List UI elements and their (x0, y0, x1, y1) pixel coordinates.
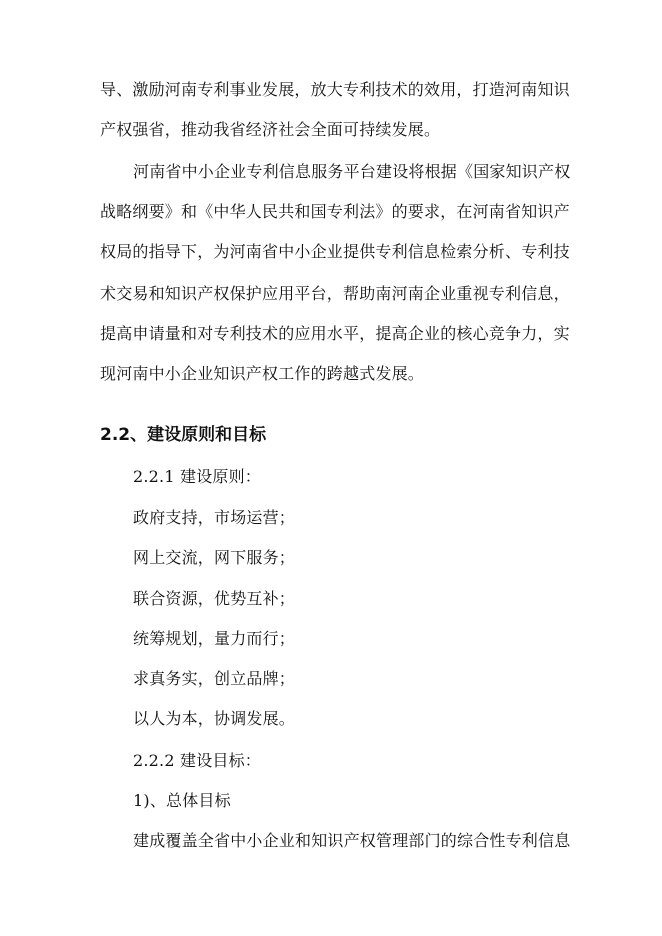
paragraph-2-line-2: 战略纲要》和《中华人民共和国专利法》的要求，在河南省知识产 (100, 202, 570, 221)
paragraph-2-line-6: 现河南中小企业知识产权工作的跨越式发展。 (100, 364, 425, 383)
principle-item-4: 统筹规划，量力而行； (133, 629, 296, 648)
goal-item-1-text: 建成覆盖全省中小企业和知识产权管理部门的综合性专利信息 (133, 831, 571, 850)
paragraph-2-line-1: 河南省中小企业专利信息服务平台建设将根据《国家知识产权 (133, 162, 571, 181)
goal-item-1-title: 1)、总体目标 (133, 791, 231, 810)
principle-item-3: 联合资源，优势互补； (133, 589, 296, 608)
subsection-1-title: 2.2.1 建设原则： (133, 467, 261, 486)
principle-item-1: 政府支持，市场运营； (133, 508, 296, 527)
paragraph-2-line-4: 术交易和知识产权保护应用平台，帮助南河南企业重视专利信息， (100, 284, 570, 303)
paragraph-2-line-3: 权局的指导下，为河南省中小企业提供专利信息检索分析、专利技 (100, 242, 570, 261)
principle-item-5: 求真务实，创立品牌； (133, 669, 296, 688)
paragraph-1-line-2: 产权强省，推动我省经济社会全面可持续发展。 (100, 120, 441, 139)
principle-item-6: 以人为本，协调发展。 (133, 709, 296, 728)
principle-item-2: 网上交流，网下服务； (133, 548, 296, 567)
paragraph-1-line-1: 导、激励河南专利事业发展，放大专利技术的效用，打造河南知识 (100, 80, 570, 99)
subsection-2-title: 2.2.2 建设目标： (133, 751, 261, 770)
paragraph-2-line-5: 提高申请量和对专利技术的应用水平，提高企业的核心竞争力，实 (100, 324, 570, 343)
section-heading: 2.2、建设原则和目标 (100, 425, 267, 445)
